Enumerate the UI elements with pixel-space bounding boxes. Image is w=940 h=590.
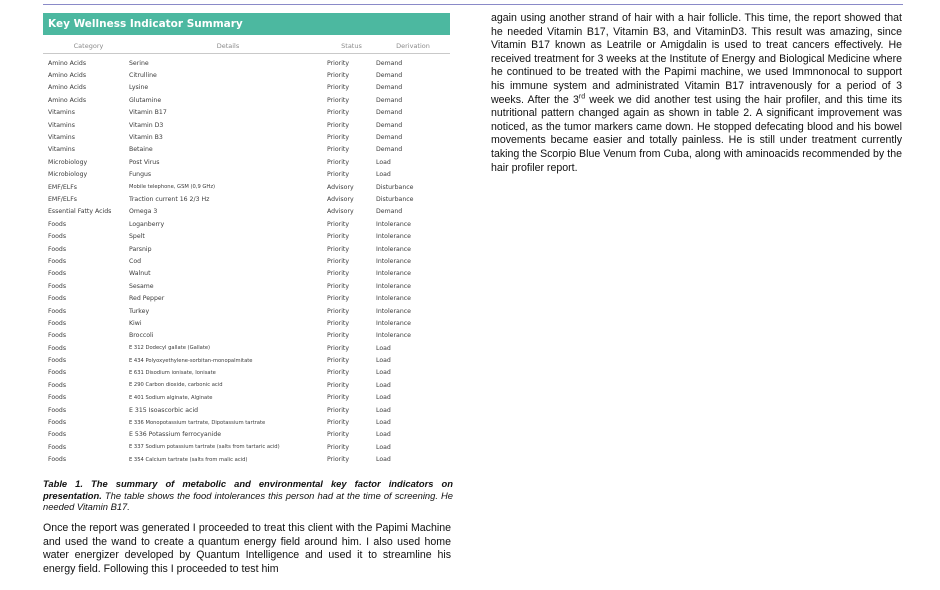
cell-details: Spelt [129,233,145,241]
cell-derivation: Load [376,394,391,402]
cell-details: E 290 Carbon dioxide, carbonic acid [129,382,223,389]
cell-status: Priority [327,270,350,278]
cell-category: Foods [48,381,67,389]
cell-category: Foods [48,443,67,451]
table-row [43,342,450,354]
table-row [43,317,450,329]
cell-category: EMF/ELFs [48,195,78,203]
table-row [43,131,450,143]
cell-category: Foods [48,369,67,377]
cell-status: Priority [327,443,350,451]
cell-category: Foods [48,245,67,253]
table-row [43,429,450,441]
cell-status: Priority [327,357,350,365]
cell-derivation: Load [376,369,391,377]
cell-details: E 354 Calcium tartrate (salts from malic acid) [129,456,248,463]
cell-derivation: Intolerance [376,257,411,265]
cell-status: Priority [327,146,350,154]
cell-derivation: Disturbance [376,195,414,203]
cell-category: Foods [48,295,67,303]
col-header-details: Details [216,42,240,50]
cell-details: Glutamine [129,96,162,104]
table-row [43,454,450,466]
cell-category: Foods [48,357,67,365]
cell-category: Foods [48,344,67,352]
cell-derivation: Intolerance [376,220,411,228]
cell-category: Foods [48,319,67,327]
cell-status: Priority [327,121,350,129]
cell-details: Parsnip [129,245,152,253]
cell-status: Priority [327,220,350,228]
cell-details: Broccoli [129,332,154,340]
table-body [43,57,450,466]
cell-details: Red Pepper [129,295,165,303]
cell-status: Priority [327,419,350,427]
cell-details: Vitamin D3 [129,121,164,129]
cell-derivation: Demand [376,72,403,80]
table-row [43,82,450,94]
cell-derivation: Load [376,443,391,451]
cell-status: Priority [327,406,350,414]
cell-category: Foods [48,431,67,439]
cell-category: Foods [48,394,67,402]
cell-category: Foods [48,220,67,228]
cell-status: Priority [327,295,350,303]
cell-derivation: Intolerance [376,233,411,241]
cell-status: Priority [327,257,350,265]
cell-status: Priority [327,158,350,166]
table-row [43,206,450,218]
cell-derivation: Intolerance [376,319,411,327]
cell-details: Citrulline [129,72,157,80]
caption-bold: Table 1. The summary of metabolic and environmental key factor indicators on presentation. [43,478,453,501]
cell-details: Lysine [129,84,149,92]
cell-category: EMF/ELFs [48,183,78,191]
cell-category: Vitamins [48,109,75,117]
cell-details: E 337 Sodium potassium tartrate (salts from tartaric acid) [129,444,280,451]
cell-details: Loganberry [129,220,165,228]
cell-derivation: Demand [376,59,403,67]
cell-derivation: Intolerance [376,270,411,278]
cell-status: Priority [327,134,350,142]
table-row [43,169,450,181]
cell-category: Foods [48,270,67,278]
cell-derivation: Demand [376,96,403,104]
cell-details: Sesame [129,282,154,290]
cell-category: Vitamins [48,146,75,154]
table-title: Key Wellness Indicator Summary [43,13,450,35]
cell-category: Vitamins [48,134,75,142]
cell-category: Foods [48,307,67,315]
cell-details: E 631 Disodium ionisate, Ionisate [129,369,216,376]
table-row [43,218,450,230]
table-row [43,243,450,255]
table-row [43,416,450,428]
cell-derivation: Intolerance [376,307,411,315]
table-row [43,330,450,342]
cell-status: Priority [327,59,350,67]
cell-derivation: Load [376,456,391,464]
cell-status: Priority [327,307,350,315]
table-row [43,94,450,106]
table-row [43,404,450,416]
cell-derivation: Disturbance [376,183,414,191]
cell-derivation: Load [376,431,391,439]
table-row [43,119,450,131]
cell-derivation: Load [376,158,391,166]
cell-category: Foods [48,282,67,290]
cell-derivation: Load [376,171,391,179]
table-row [43,193,450,205]
cell-status: Priority [327,109,350,117]
right-text-a: again using another strand of hair with a hair follicle. This time, the report showed that he needed Vitamin B17, Vitamin B3, and VitaminD3. This result was amazing, since Vitamin B17 known as Leatrile or Amigdalin is used to treat cancers effectively. He received treatment for 3 weeks at the Institute of Energy and Biological Medicine where he continued to be treated with the Papimi machine, we used Immnonocal to support his immune system and administrated Vitamin B17 intravenously for a period of 3 weeks. After the 3 [491,12,902,106]
cell-status: Advisory [327,208,354,216]
cell-status: Priority [327,96,350,104]
cell-status: Priority [327,394,350,402]
cell-status: Priority [327,332,350,340]
table-row [43,280,450,292]
cell-status: Priority [327,319,350,327]
cell-derivation: Demand [376,121,403,129]
wellness-table [43,13,450,466]
cell-derivation: Demand [376,84,403,92]
table-row [43,156,450,168]
cell-status: Priority [327,72,350,80]
cell-category: Foods [48,406,67,414]
cell-details: E 312 Dodecyl gallate (Gallate) [129,345,211,352]
cell-category: Microbiology [48,158,88,166]
cell-status: Priority [327,171,350,179]
cell-details: Vitamin B17 [129,109,167,117]
cell-category: Foods [48,233,67,241]
table-row [43,367,450,379]
cell-details: Traction current 16 2/3 Hz [129,195,210,203]
top-rule [43,4,903,5]
cell-details: E 536 Potassium ferrocyanide [129,431,222,439]
cell-details: Betaine [129,146,153,154]
cell-details: Fungus [129,171,152,179]
cell-status: Priority [327,84,350,92]
cell-status: Priority [327,282,350,290]
cell-details: Omega 3 [129,208,158,216]
cell-status: Priority [327,456,350,464]
cell-category: Amino Acids [48,72,87,80]
cell-derivation: Intolerance [376,282,411,290]
cell-derivation: Intolerance [376,332,411,340]
cell-derivation: Demand [376,146,403,154]
cell-status: Priority [327,431,350,439]
caption-rest: The table shows the food intolerances this person had at the time of screening. He needed Vitamin B17. [43,489,453,513]
table-row [43,255,450,267]
cell-derivation: Demand [376,134,403,142]
cell-details: Cod [129,257,142,265]
cell-derivation: Load [376,344,391,352]
cell-details: Post Virus [129,158,160,166]
cell-category: Amino Acids [48,96,87,104]
body-paragraph-left: Once the report was generated I proceeded to treat this client with the Papimi Machine and used the wand to create a quantum energy field around him. I also used home water energizer developed by Quantum Intelligence and used it to streamline his energy field. Following this I proceeded to test him [43,522,451,575]
cell-details: Mobile telephone, GSM (0,9 GHz) [129,184,216,191]
table-row [43,292,450,304]
right-text-sup: rd [578,93,586,101]
cell-category: Vitamins [48,121,75,129]
table-row [43,69,450,81]
table-row [43,230,450,242]
cell-derivation: Load [376,381,391,389]
table-caption [43,478,453,513]
cell-details: E 401 Sodium alginate, Alginate [129,394,213,401]
cell-status: Priority [327,381,350,389]
body-paragraph-right [491,12,902,175]
cell-details: E 315 Isoascorbic acid [129,406,199,414]
cell-derivation: Load [376,357,391,365]
cell-status: Advisory [327,183,354,191]
cell-details: Vitamin B3 [129,134,163,142]
cell-details: E 434 Polyoxyethylene-sorbitan-monopalmitate [129,357,253,364]
cell-category: Foods [48,257,67,265]
table-row [43,107,450,119]
cell-category: Amino Acids [48,84,87,92]
table-header-row [43,39,450,54]
cell-derivation: Load [376,406,391,414]
cell-details: Kiwi [129,319,142,327]
cell-details: E 336 Monopotassium tartrate, Dipotassium tartrate [129,419,266,426]
cell-details: Walnut [129,270,151,278]
cell-category: Foods [48,332,67,340]
table-row [43,144,450,156]
table-row [43,57,450,69]
cell-status: Priority [327,369,350,377]
cell-category: Foods [48,456,67,464]
table-row [43,181,450,193]
cell-derivation: Demand [376,109,403,117]
cell-status: Priority [327,245,350,253]
cell-details: Turkey [129,307,150,315]
cell-details: Serine [129,59,149,67]
cell-status: Priority [327,344,350,352]
table-row [43,392,450,404]
table-row [43,268,450,280]
cell-category: Amino Acids [48,59,87,67]
cell-derivation: Intolerance [376,245,411,253]
table-row [43,305,450,317]
cell-derivation: Demand [376,208,403,216]
cell-derivation: Intolerance [376,295,411,303]
table-row [43,354,450,366]
col-header-category: Category [73,42,104,50]
col-header-derivation: Derivation [396,42,430,50]
cell-category: Microbiology [48,171,88,179]
cell-derivation: Load [376,419,391,427]
cell-category: Essential Fatty Acids [48,208,112,216]
table-row [43,379,450,391]
right-text-b: week we did another test using the hair profiler, and this time its nutritional pattern changed again as shown in table 2. A significant improvement was noticed, as the tumor markers came down. He stopped defecating blood and his bowel movements became easier and totally painless. He is still under treatment currently taking the Scorpio Blue Venum from Cuba, along with aminoacids recommended by the hair profiler report. [491,93,902,174]
table-row [43,441,450,453]
cell-status: Advisory [327,195,354,203]
cell-status: Priority [327,233,350,241]
col-header-status: Status [341,42,362,50]
cell-category: Foods [48,419,67,427]
